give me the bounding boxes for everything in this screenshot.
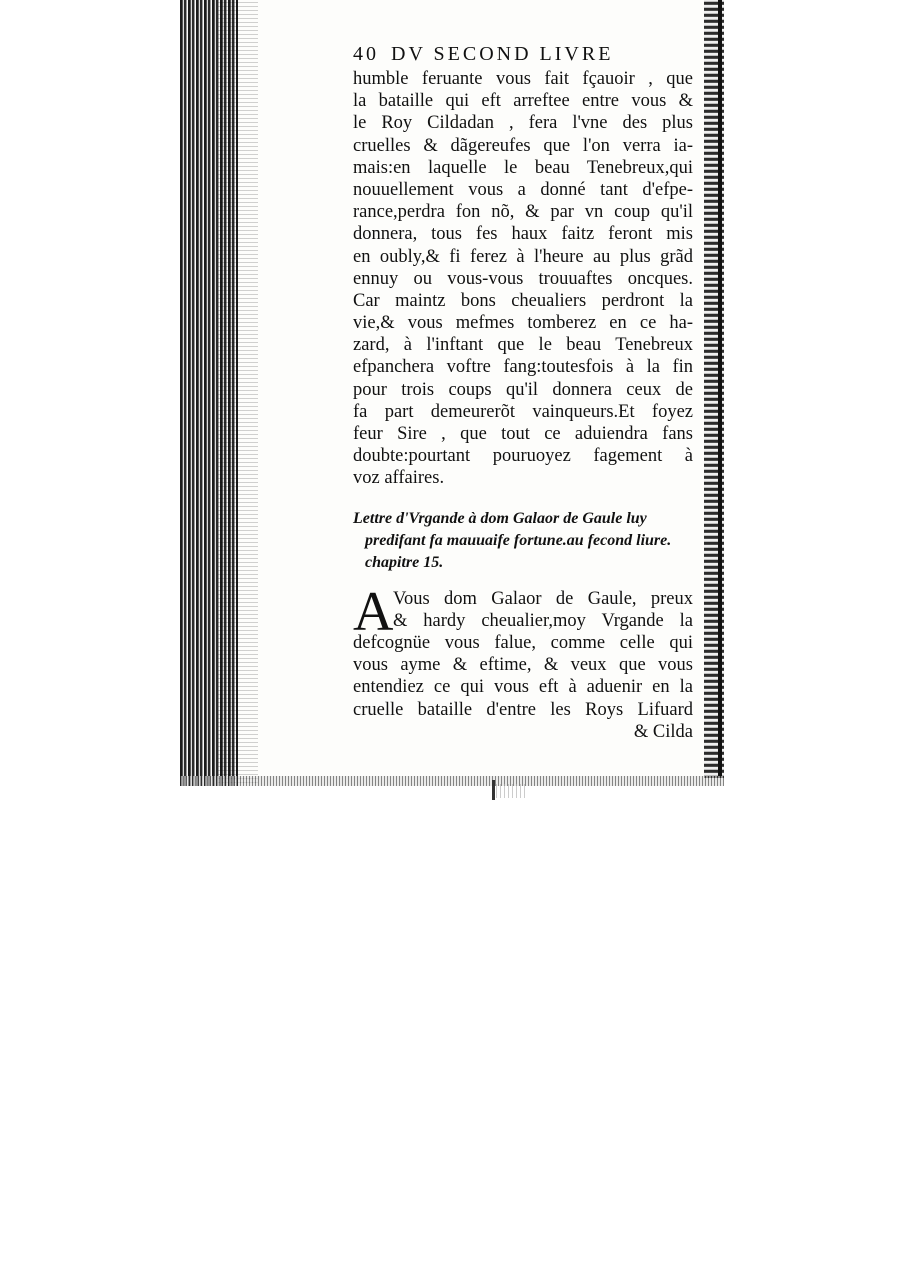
page-text — [353, 40, 693, 743]
page-fore-edge — [704, 0, 724, 778]
text-line: vie,& vous mefmes tomberez en ce ha- — [353, 313, 693, 334]
text-line: humble feruante vous fait fçauoir , que — [353, 69, 693, 89]
page-number: 40 — [353, 43, 379, 65]
text-line: zard, à l'inftant que le beau Tenebreux — [353, 335, 693, 356]
text-line: la bataille qui eft arreftee entre vous & — [353, 91, 693, 112]
section-caption — [353, 508, 693, 574]
drop-cap: A — [353, 580, 394, 643]
text-line: cruelle bataille d'entre les Roys Lifuard — [353, 699, 693, 720]
text-line: cruelles & dãgereufes que l'on verra ia- — [353, 135, 693, 156]
letter-paragraph — [353, 580, 693, 743]
text-line: entendiez ce qui vous eft à aduenir en la — [353, 677, 693, 698]
running-title: DV SECOND LIVRE — [391, 43, 614, 65]
text-line: doubte:pourtant pouruoyez fagement à — [353, 446, 693, 467]
text-line: efpanchera voftre fang:toutesfois à la fin — [353, 357, 693, 378]
book-spine-edge — [180, 0, 238, 786]
text-line: rance,perdra fon nõ, & par vn coup qu'il — [353, 202, 693, 223]
text-line: pour trois coups qu'il donnera ceux de — [353, 379, 693, 400]
text-line: feur Sire , que tout ce aduiendra fans — [353, 424, 693, 444]
text-line: & hardy cheualier,moy Vrgande la — [393, 610, 693, 631]
text-line: voz affaires. — [353, 468, 445, 489]
text-line: le Roy Cildadan , fera l'vne des plus — [353, 113, 693, 134]
catchword: & Cilda — [633, 721, 693, 742]
caption-line: chapitre 15. — [365, 553, 444, 571]
text-line: vous ayme & eftime, & veux que vous — [353, 655, 693, 676]
caption-line: predifant fa mauuaife fortune.au fecond liure. — [365, 531, 672, 549]
text-line: fa part demeurerõt vainqueurs.Et foyez — [353, 401, 693, 422]
page-bottom-edge — [180, 776, 724, 786]
text-line: en oubly,& fi ferez à l'heure au plus grãd — [353, 246, 693, 267]
caption-line: Lettre d'Vrgande à dom Galaor de Gaule luy — [353, 509, 647, 527]
text-line: Car maintz bons cheualiers perdront la — [353, 290, 693, 311]
body-paragraph — [353, 68, 693, 490]
text-line: Vous dom Galaor de Gaule, preux — [393, 588, 693, 609]
text-line: mais:en laquelle le beau Tenebreux,qui — [353, 157, 693, 178]
text-line: defcognüe vous falue, comme celle qui — [353, 632, 693, 653]
text-line: donnera, tous fes haux faitz feront mis — [353, 224, 693, 245]
text-line: ennuy ou vous-vous trouuaftes oncques. — [353, 268, 693, 289]
page-corner-stub — [490, 780, 530, 802]
running-head — [353, 40, 693, 68]
text-line: nouuellement vous a donné tant d'efpe- — [353, 179, 693, 200]
